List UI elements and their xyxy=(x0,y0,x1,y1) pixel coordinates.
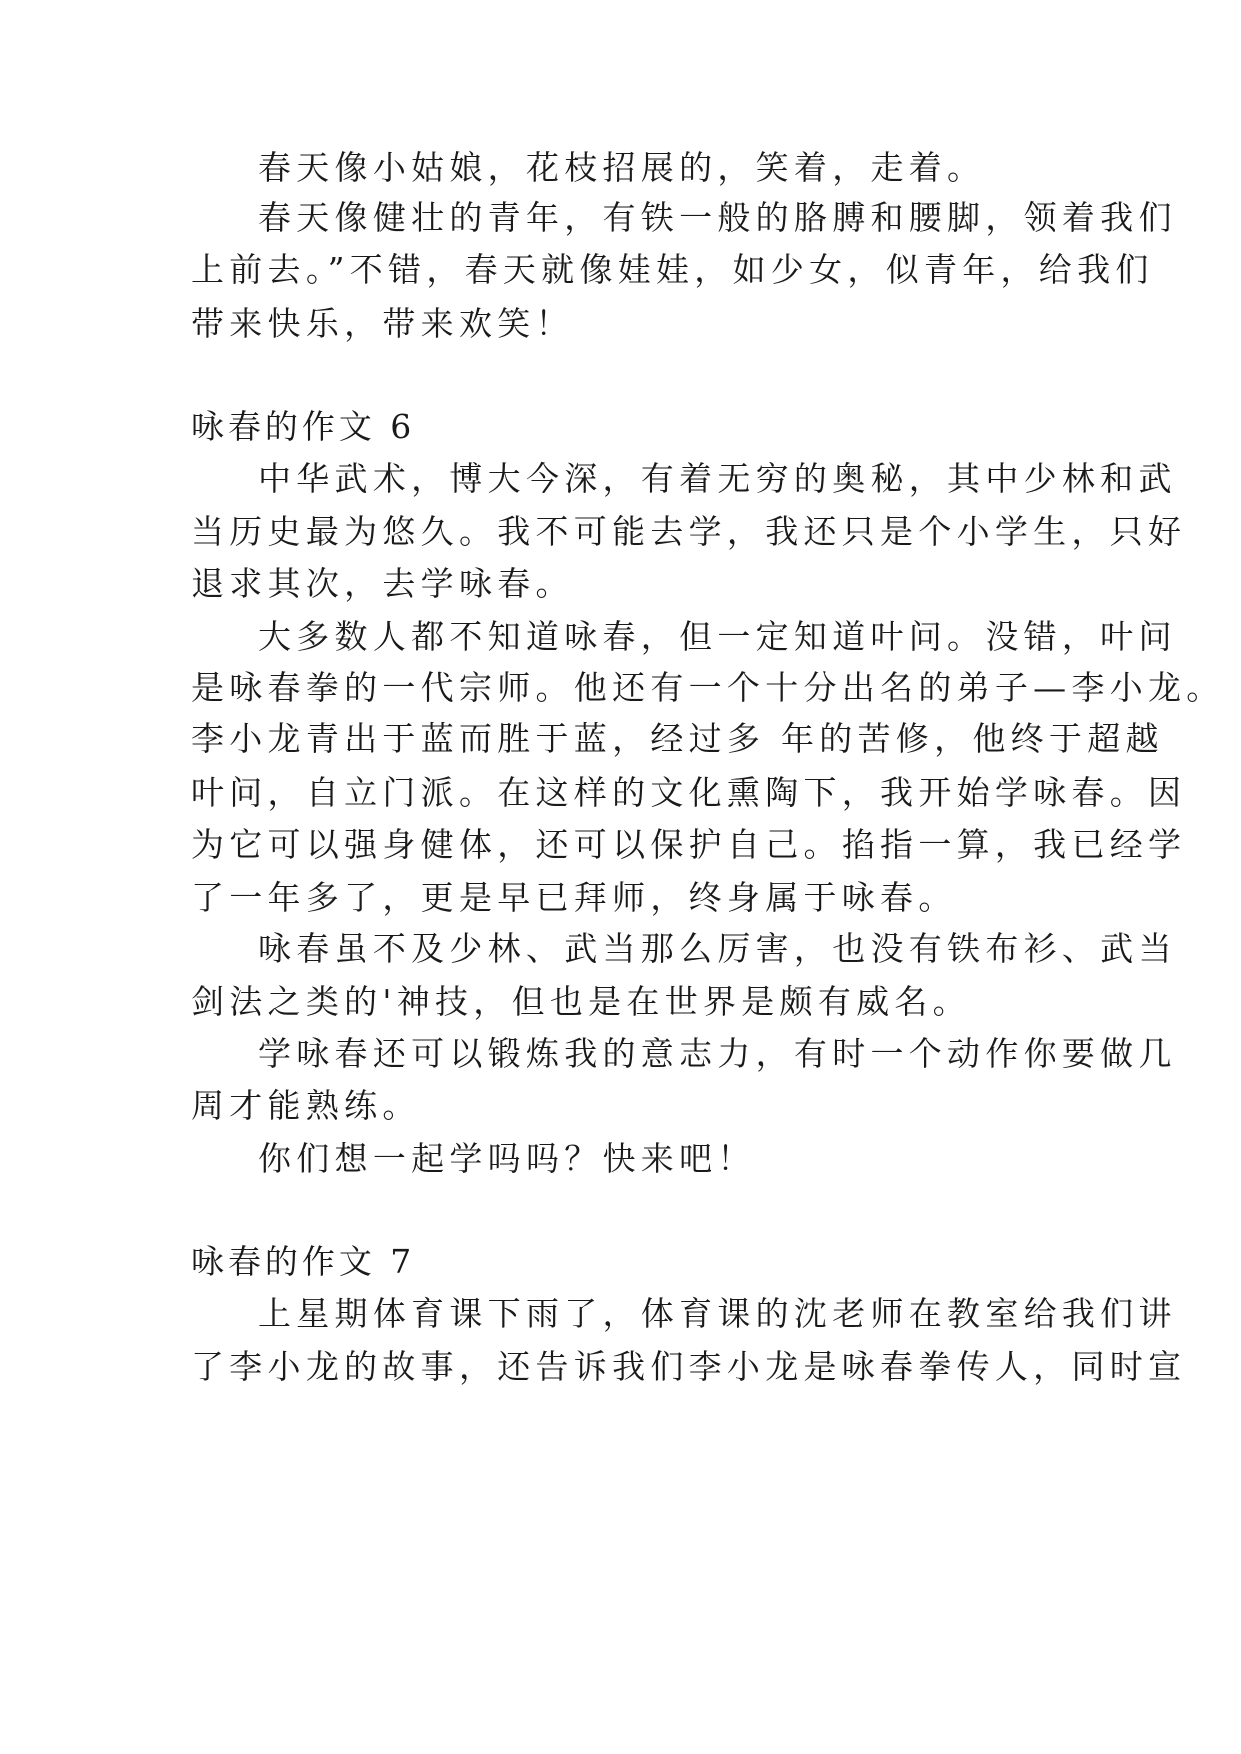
paragraph-line: 带来快乐，带来欢笑！ xyxy=(191,304,574,343)
paragraph-line: 春天像健壮的青年，有铁一般的胳膊和腰脚，领着我们 xyxy=(258,198,1177,237)
paragraph-line: 中华武术，博大今深，有着无穷的奥秘，其中少林和武 xyxy=(258,459,1177,498)
paragraph-line: 叶问，自立门派。在这样的文化熏陶下，我开始学咏春。因 xyxy=(191,773,1187,812)
section-heading: 咏春的作文 7 xyxy=(191,1242,416,1281)
paragraph-line: 当历史最为悠久。我不可能去学，我还只是个小学生，只好 xyxy=(191,512,1187,551)
paragraph-line: 大多数人都不知道咏春，但一定知道叶问。没错，叶问 xyxy=(258,617,1177,656)
paragraph-line: 是咏春拳的一代宗师。他还有一个十分出名的弟子—李小龙。 xyxy=(191,668,1225,707)
paragraph-line: 你们想一起学吗吗？快来吧！ xyxy=(258,1139,756,1178)
paragraph-line: 咏春虽不及少林、武当那么厉害，也没有铁布衫、武当 xyxy=(258,929,1177,968)
paragraph-line: 学咏春还可以锻炼我的意志力，有时一个动作你要做几 xyxy=(258,1034,1177,1073)
paragraph-line: 了李小龙的故事，还告诉我们李小龙是咏春拳传人，同时宣 xyxy=(191,1347,1187,1386)
paragraph-line: 退求其次，去学咏春。 xyxy=(191,564,574,603)
paragraph-line: 了一年多了，更是早已拜师，终身属于咏春。 xyxy=(191,878,957,917)
paragraph-line: 李小龙青出于蓝而胜于蓝，经过多 年的苦修，他终于超越 xyxy=(191,719,1164,758)
paragraph-line: 上星期体育课下雨了，体育课的沈老师在教室给我们讲 xyxy=(258,1294,1177,1333)
paragraph-line: 上前去。”不错，春天就像娃娃，如少女，似青年，给我们 xyxy=(191,250,1154,289)
paragraph-line: 周才能熟练。 xyxy=(191,1086,421,1125)
paragraph-line: 为它可以强身健体，还可以保护自己。掐指一算，我已经学 xyxy=(191,825,1187,864)
paragraph-line: 春天像小姑娘，花枝招展的，笑着，走着。 xyxy=(258,148,986,187)
paragraph-line: 剑法之类的'神技，但也是在世界是颇有威名。 xyxy=(191,982,971,1021)
section-heading: 咏春的作文 6 xyxy=(191,407,416,446)
